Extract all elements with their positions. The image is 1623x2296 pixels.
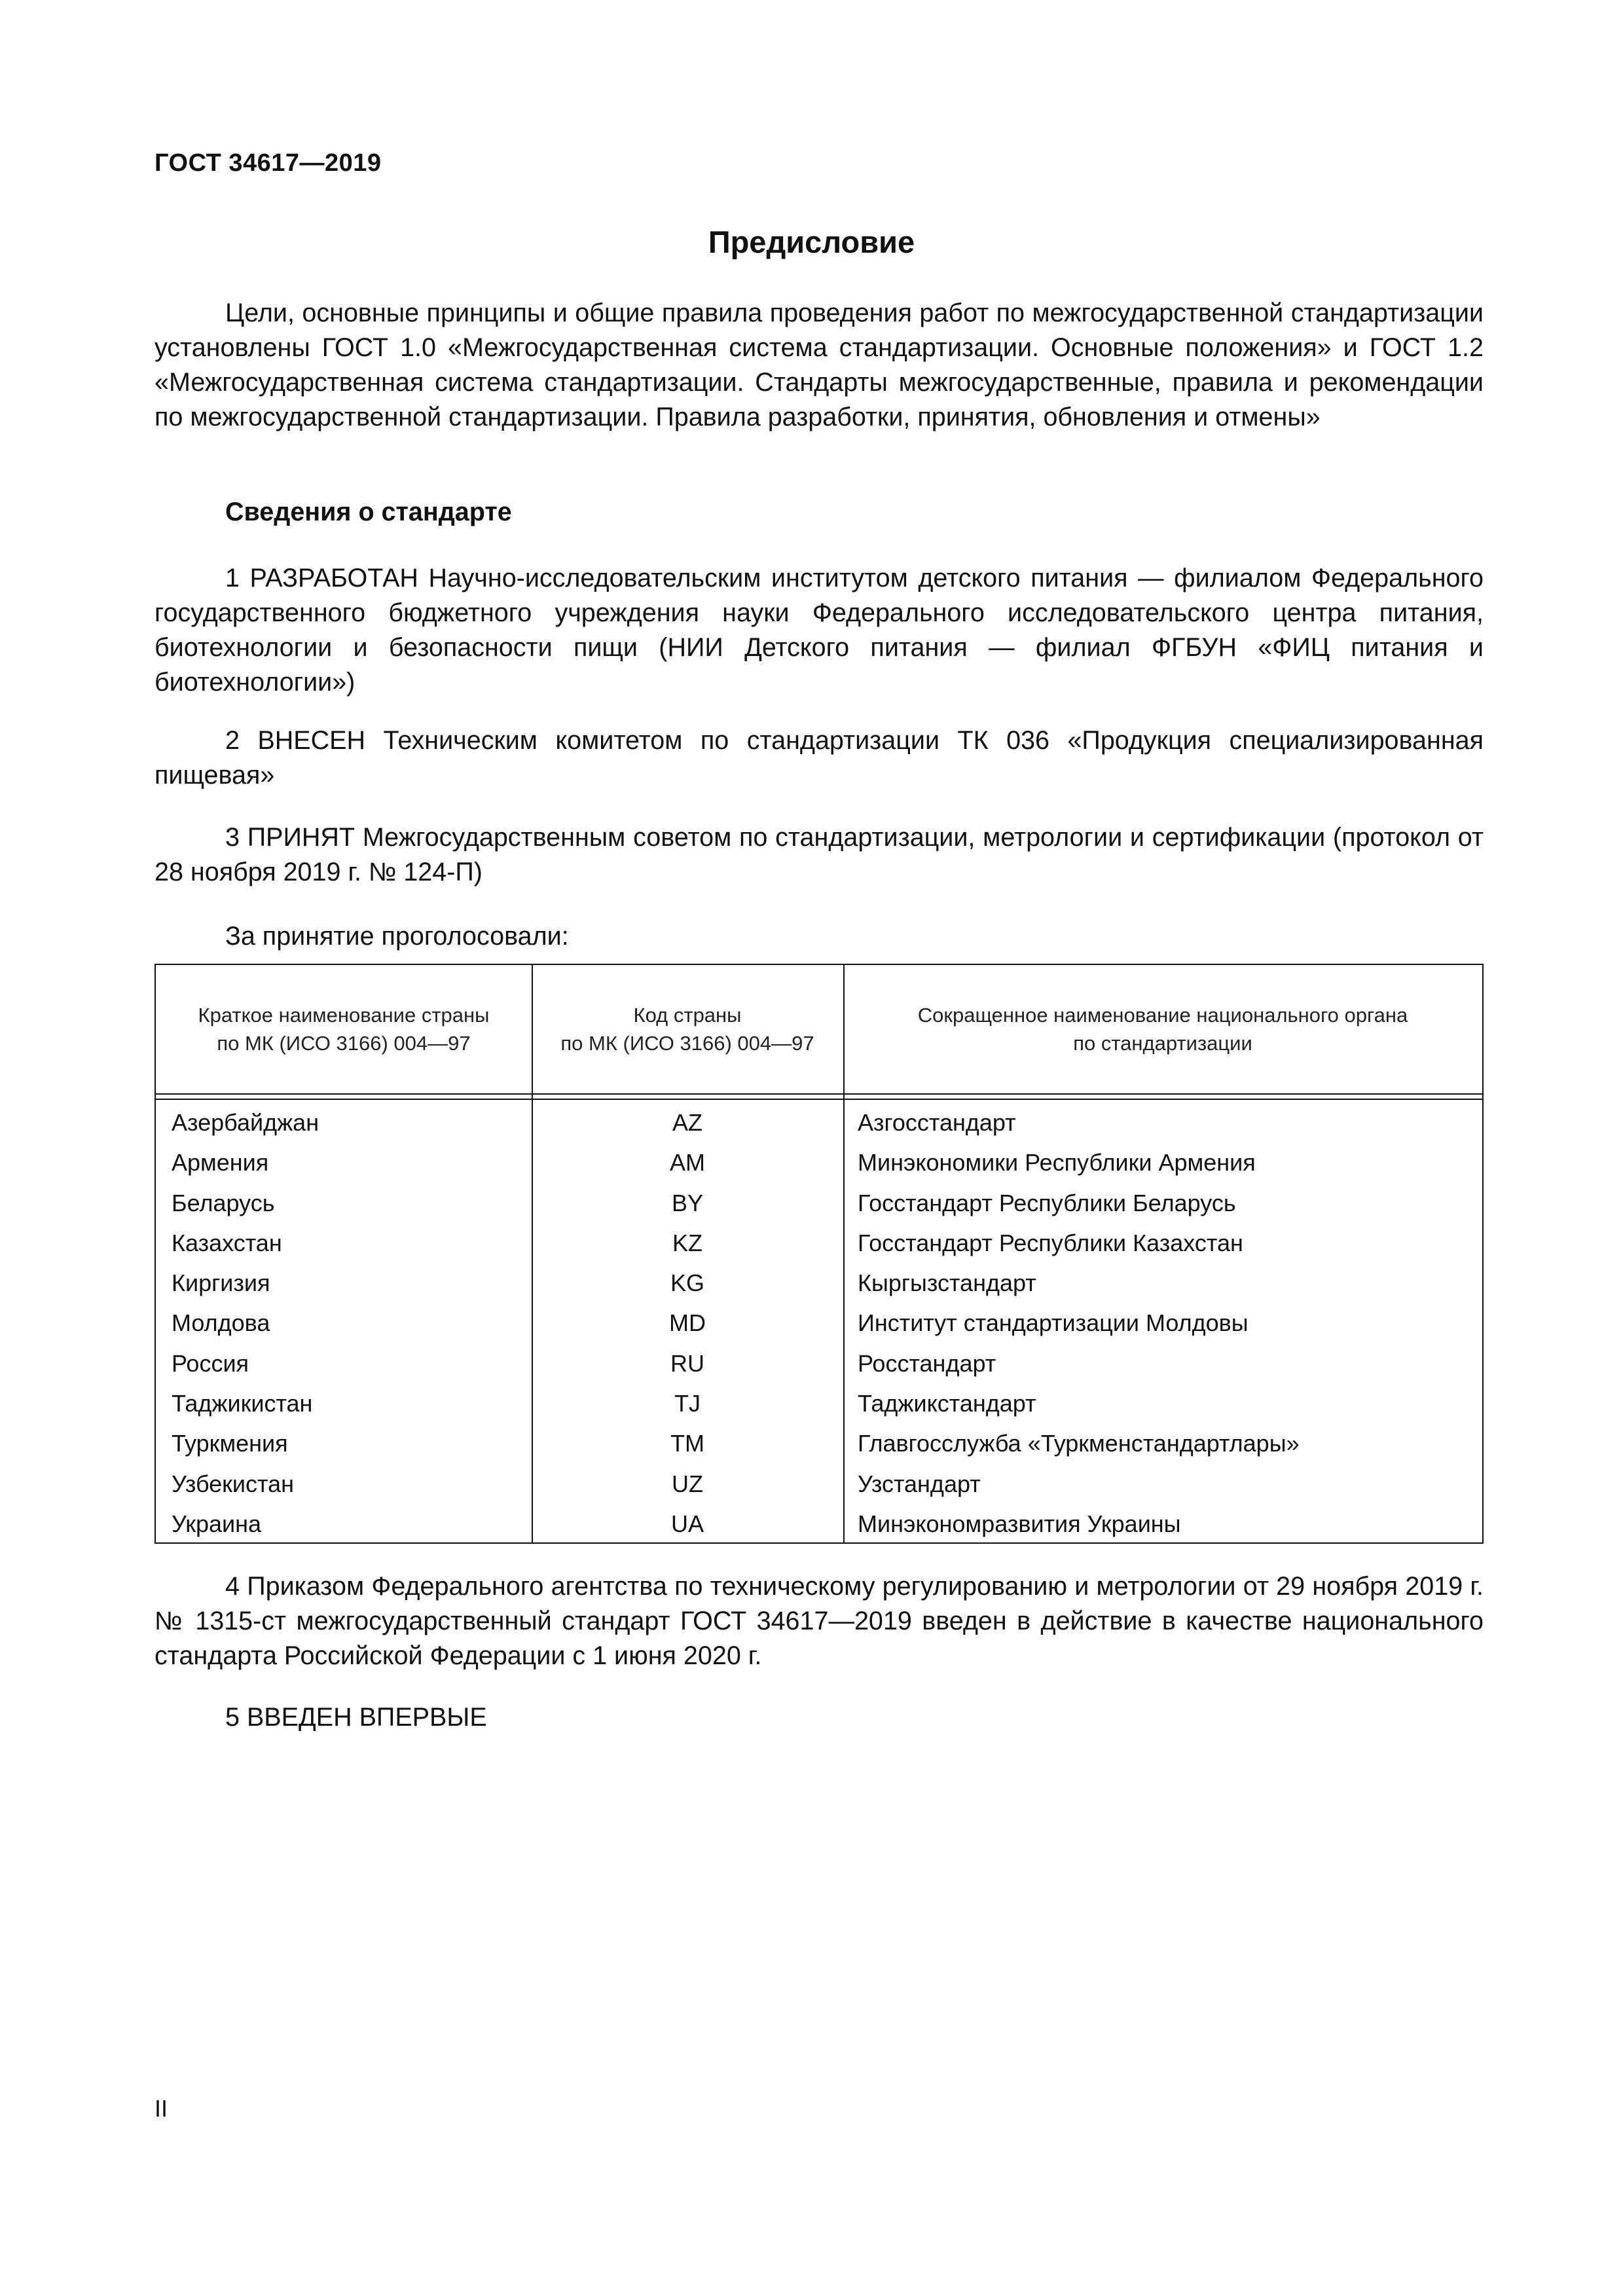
table-header-divider bbox=[156, 1093, 1482, 1095]
column-header-country-line2: по МК (ИСО 3166) 004—97 bbox=[217, 1032, 471, 1055]
code-cell: KZ bbox=[672, 1229, 702, 1256]
table-row bbox=[156, 1383, 1482, 1423]
organization-cell: Росстандарт bbox=[858, 1349, 996, 1377]
code-cell: AZ bbox=[672, 1109, 702, 1136]
organization-cell: Госстандарт Республики Казахстан bbox=[858, 1229, 1243, 1256]
organization-cell: Главгосслужба «Туркменстандартлары» bbox=[858, 1430, 1300, 1457]
country-cell: Украина bbox=[172, 1510, 262, 1537]
country-cell: Молдова bbox=[172, 1309, 270, 1337]
country-cell: Беларусь bbox=[172, 1189, 275, 1216]
code-cell: MD bbox=[669, 1309, 706, 1337]
table-row bbox=[156, 1263, 1482, 1303]
code-cell: RU bbox=[670, 1349, 704, 1377]
table-body bbox=[156, 1102, 1482, 1544]
item-enacted: 4 Приказом Федерального агентства по техническому регулированию и метрологии от 29 ноября 2019 г. № 1315-ст межгосударственный стандарт ГОСТ 34617—2019 введен в действие в качестве национального стандарта Российской Федерации с 1 июня 2020 г. bbox=[155, 1572, 1484, 1670]
table-row bbox=[156, 1223, 1482, 1263]
column-header-organization bbox=[843, 965, 1482, 1093]
organization-cell: Минэкономики Республики Армения bbox=[858, 1149, 1256, 1176]
code-cell: TJ bbox=[674, 1390, 701, 1417]
organization-cell: Кыргызстандарт bbox=[858, 1269, 1036, 1297]
table-row bbox=[156, 1464, 1482, 1504]
code-cell: BY bbox=[671, 1189, 704, 1216]
country-cell: Туркмения bbox=[172, 1430, 288, 1457]
organization-cell: Узстандарт bbox=[858, 1470, 981, 1497]
country-cell: Киргизия bbox=[172, 1269, 270, 1297]
code-cell: UA bbox=[670, 1510, 704, 1537]
item-introduced: 2 ВНЕСЕН Техническим комитетом по стандартизации ТК 036 «Продукция специализированная пищевая» bbox=[155, 726, 1484, 790]
column-header-country-line1: Краткое наименование страны bbox=[198, 1004, 490, 1027]
code-cell: AM bbox=[670, 1149, 705, 1176]
country-cell: Армения bbox=[172, 1149, 269, 1176]
intro-paragraph: Цели, основные принципы и общие правила проведения работ по межгосударственной стандартизации установлены ГОСТ 1.0 «Межгосударственная система стандартизации. Основные положения» и ГОСТ 1.2 «Межгосударственная система стандартизации. Стандарты межгосударственные, правила и рекомендации по межгосударственной стандартизации. Правила разработки, принятия, обновления и отмены» bbox=[155, 299, 1484, 431]
page-number: II bbox=[155, 2095, 168, 2122]
code-cell: KG bbox=[670, 1269, 704, 1297]
code-cell: UZ bbox=[672, 1470, 703, 1497]
table-row bbox=[156, 1343, 1482, 1383]
organization-cell: Таджикстандарт bbox=[858, 1390, 1036, 1417]
organization-cell: Минэкономразвития Украины bbox=[858, 1510, 1181, 1537]
country-cell: Узбекистан bbox=[172, 1470, 295, 1497]
column-header-code bbox=[532, 965, 843, 1093]
voting-countries-table bbox=[155, 964, 1484, 1544]
item-adopted: 3 ПРИНЯТ Межгосударственным советом по стандартизации, метрологии и сертификации (протокол от 28 ноября 2019 г. № 124-П) bbox=[155, 823, 1484, 886]
item-developed: 1 РАЗРАБОТАН Научно-исследовательским институтом детского питания — филиалом Федерального государственного бюджетного учреждения науки Федерального исследовательского центра питания, биотехнологии и безопасности пищи (НИИ Детского питания — филиал ФГБУН «ФИЦ питания и биотехнологии») bbox=[155, 564, 1484, 697]
organization-cell: Госстандарт Республики Беларусь bbox=[858, 1189, 1236, 1216]
table-row bbox=[156, 1183, 1482, 1223]
country-cell: Таджикистан bbox=[172, 1390, 313, 1417]
column-header-country bbox=[156, 965, 532, 1093]
page-title: Предисловие bbox=[708, 225, 915, 259]
table-row bbox=[156, 1102, 1482, 1142]
table-row bbox=[156, 1303, 1482, 1343]
table-row bbox=[156, 1142, 1482, 1182]
table-header-divider bbox=[156, 1099, 1482, 1100]
country-cell: Казахстан bbox=[172, 1229, 282, 1256]
section-heading: Сведения о стандарте bbox=[225, 498, 512, 526]
column-header-code-line1: Код страны bbox=[633, 1004, 742, 1027]
vote-caption: За принятие проголосовали: bbox=[225, 922, 569, 951]
item-first-introduced: 5 ВВЕДЕН ВПЕРВЫЕ bbox=[225, 1703, 487, 1732]
organization-cell: Институт стандартизации Молдовы bbox=[858, 1309, 1249, 1337]
code-cell: TM bbox=[670, 1430, 704, 1457]
organization-cell: Азгосстандарт bbox=[858, 1109, 1016, 1136]
column-header-org-line2: по стандартизации bbox=[1073, 1032, 1252, 1055]
column-header-code-line2: по МК (ИСО 3166) 004—97 bbox=[560, 1032, 814, 1055]
column-header-org-line1: Сокращенное наименование национального органа bbox=[917, 1004, 1408, 1027]
table-row bbox=[156, 1423, 1482, 1463]
country-cell: Азербайджан bbox=[172, 1109, 319, 1136]
document-code-header: ГОСТ 34617—2019 bbox=[155, 149, 382, 177]
country-cell: Россия bbox=[172, 1349, 249, 1377]
table-row bbox=[156, 1504, 1482, 1544]
